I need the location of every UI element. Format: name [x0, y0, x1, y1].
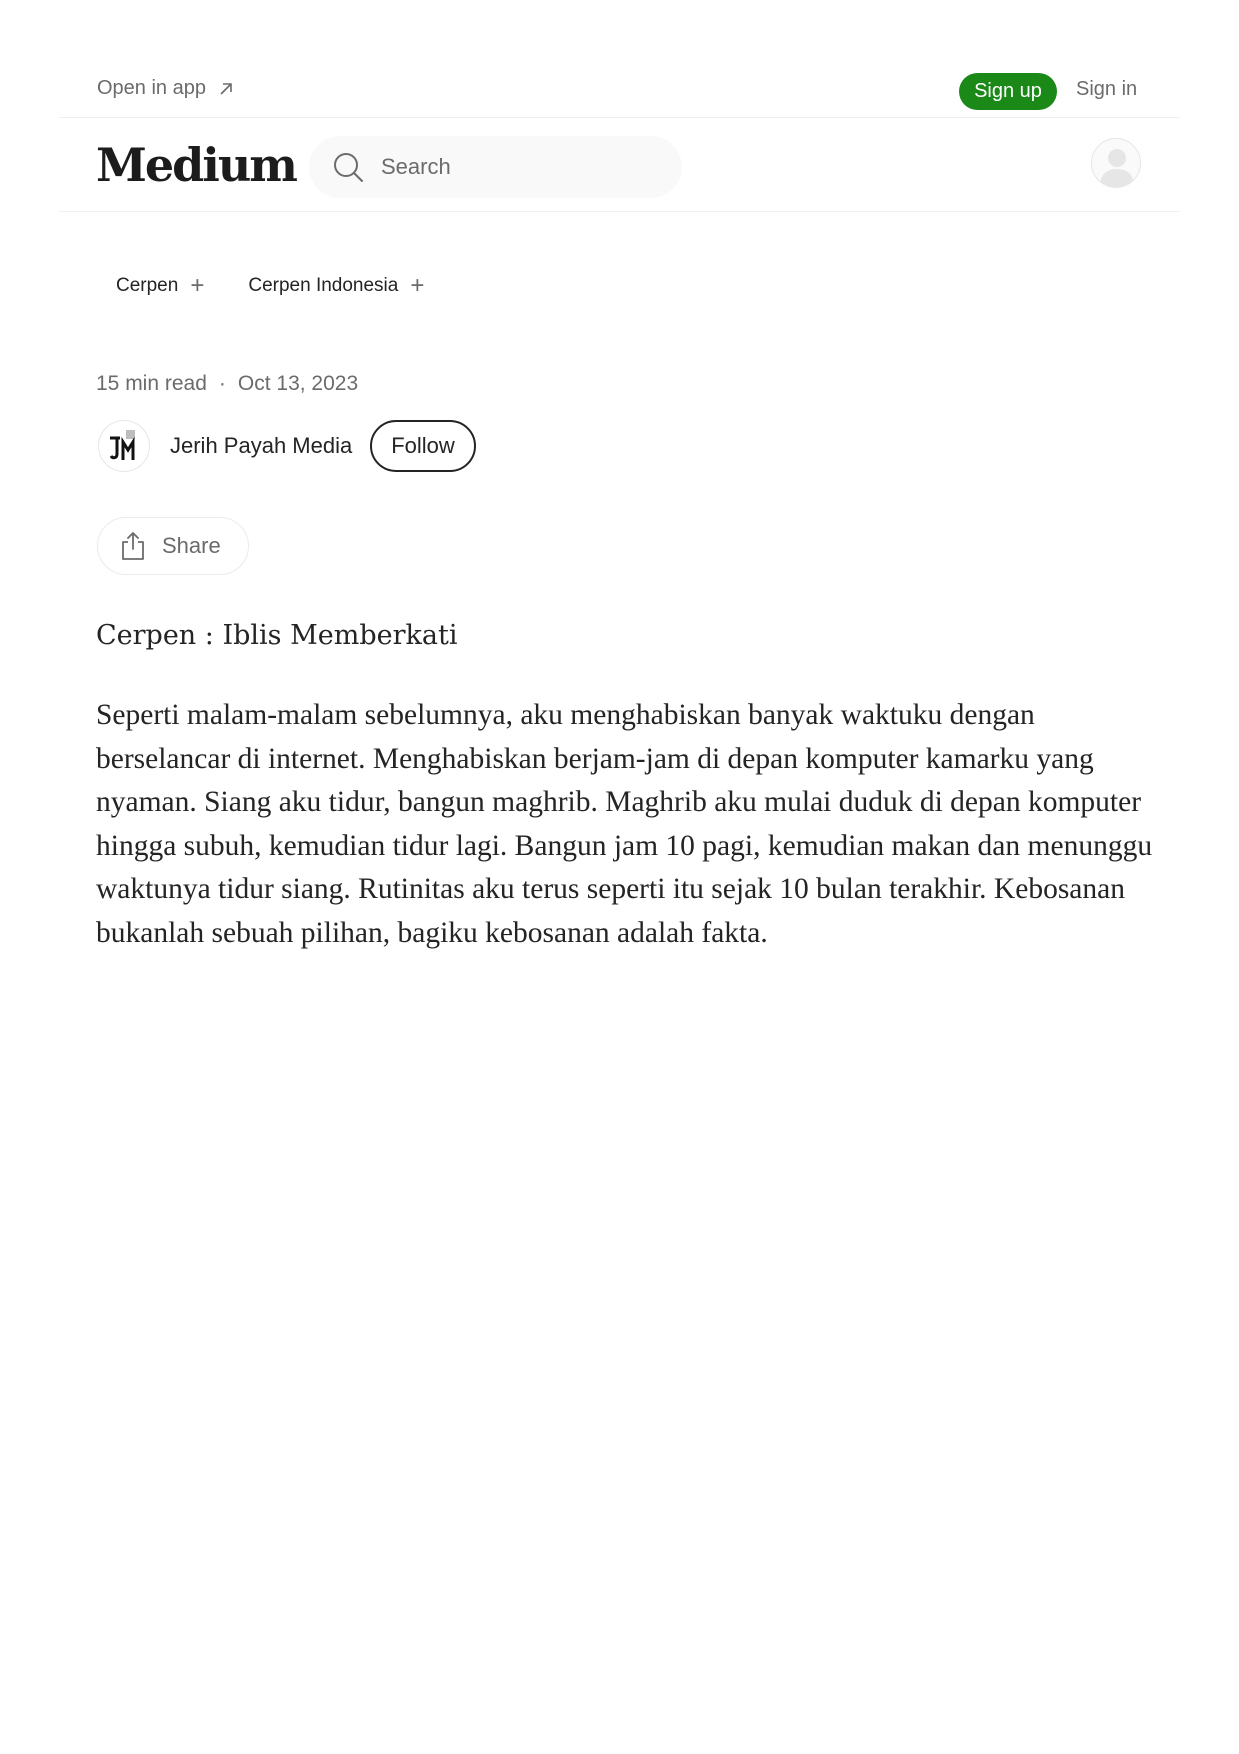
article-title: Cerpen : Iblis Memberkati — [96, 620, 458, 651]
plus-icon[interactable]: + — [410, 272, 425, 299]
tag-label: Cerpen — [116, 275, 179, 296]
read-time: 15 min read — [96, 372, 207, 395]
search-input[interactable] — [381, 150, 661, 184]
publish-date: Oct 13, 2023 — [237, 372, 359, 395]
tag-cerpen-indonesia[interactable] — [228, 266, 444, 306]
user-avatar-icon — [1092, 139, 1141, 188]
sign-up-button[interactable]: Sign up — [959, 73, 1057, 110]
meta-separator: · — [218, 372, 226, 395]
search-box[interactable] — [309, 136, 682, 198]
plus-icon[interactable]: + — [190, 272, 205, 299]
article-meta — [96, 372, 358, 396]
share-icon — [120, 531, 146, 561]
open-in-app-label: Open in app — [97, 77, 206, 99]
tag-list — [96, 266, 448, 306]
author-avatar[interactable] — [98, 420, 150, 472]
follow-button[interactable]: Follow — [370, 420, 476, 472]
article-paragraph: Seperti malam-malam sebelumnya, aku menghabiskan banyak waktuku dengan berselancar di internet. Menghabiskan berjam-jam di depan komputer kamarku yang nyaman. Siang aku tidur, bangun maghrib. Maghrib aku mulai duduk di depan komputer hingga subuh, kemudian tidur lagi. Bangun jam 10 pagi, kemudian makan dan menunggu waktunya tidur siang. Rutinitas aku terus seperti itu sejak 10 bulan terakhir. Kebosanan bukanlah sebuah pilihan, bagiku kebosanan adalah fakta. — [96, 699, 1153, 949]
author-name[interactable]: Jerih Payah Media — [170, 433, 353, 458]
arrow-up-right-icon — [218, 81, 234, 97]
medium-logo[interactable]: Medium — [96, 138, 296, 192]
share-button[interactable] — [97, 517, 249, 575]
tag-cerpen[interactable] — [96, 266, 224, 306]
author-logo-icon — [104, 426, 144, 466]
nav-bar — [59, 122, 1180, 212]
tag-label: Cerpen Indonesia — [248, 275, 399, 296]
search-icon — [331, 150, 365, 184]
open-in-app-link[interactable] — [97, 77, 234, 100]
top-bar — [59, 64, 1180, 118]
sign-in-link[interactable]: Sign in — [1076, 78, 1138, 100]
share-label: Share — [162, 533, 221, 558]
user-avatar-button[interactable] — [1091, 138, 1141, 188]
author-row — [98, 420, 476, 472]
